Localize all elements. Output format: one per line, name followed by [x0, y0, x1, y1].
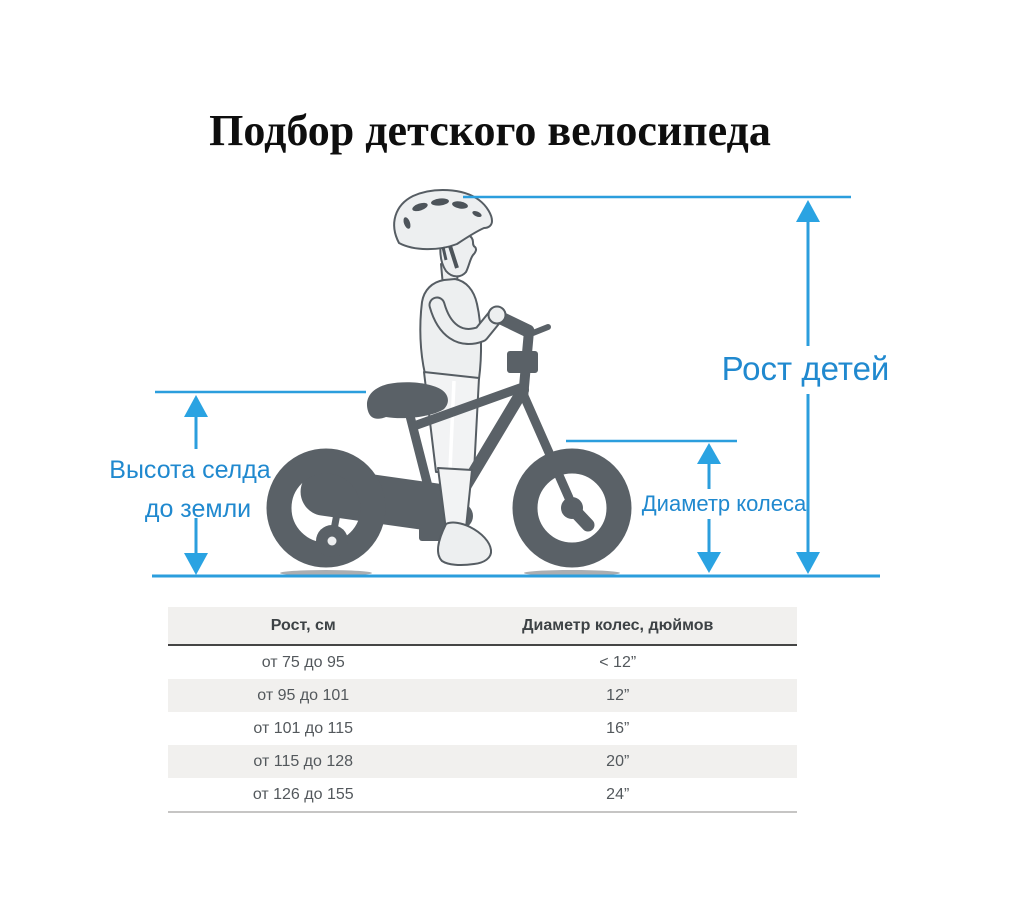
head-plate — [507, 351, 538, 373]
table-row — [168, 645, 797, 679]
size-table — [168, 607, 797, 813]
arrow-down-icon — [184, 553, 208, 575]
children-height-arrow — [796, 200, 820, 574]
height-cell: от 75 до 95 — [261, 653, 345, 671]
arrow-up-icon — [184, 395, 208, 417]
table-row — [168, 712, 797, 745]
height-cell: от 115 до 128 — [168, 745, 438, 778]
table-row — [168, 778, 797, 812]
diameter-cell: 12” — [438, 679, 797, 712]
seat-height-label-line1: Высота селда — [109, 456, 271, 484]
arrow-up-icon — [697, 443, 721, 464]
arrow-down-icon — [697, 552, 721, 573]
table-row — [168, 679, 797, 712]
height-cell: от 126 до 155 — [168, 778, 438, 812]
header-diameter-column: Диаметр колес, дюймов — [438, 607, 797, 645]
arrow-down-icon — [796, 552, 820, 574]
seat-height-label-line2: до земли — [144, 495, 252, 523]
front-hub-arm — [572, 508, 588, 525]
table-header-row — [168, 607, 797, 645]
page-title: Подбор детского велосипеда — [209, 106, 771, 156]
diameter-cell: 24” — [438, 778, 797, 812]
diameter-cell: 16” — [606, 719, 630, 737]
child-shoe — [438, 523, 491, 565]
arrow-up-icon — [796, 200, 820, 222]
header-height-column: Рост, см — [168, 607, 438, 645]
height-cell: от 95 до 101 — [168, 679, 438, 712]
training-wheel-hub — [328, 537, 337, 546]
child-hand — [489, 307, 506, 324]
wheel-diameter-label: Диаметр колеса — [641, 491, 807, 516]
table-row — [168, 745, 797, 778]
children-height-label: Рост детей — [721, 350, 890, 387]
diameter-cell: 20” — [438, 745, 797, 778]
seat-height-label — [105, 451, 275, 529]
brake-lever — [533, 327, 548, 333]
height-cell: от 101 до 115 — [253, 719, 354, 737]
diameter-cell: < 12” — [599, 653, 637, 671]
